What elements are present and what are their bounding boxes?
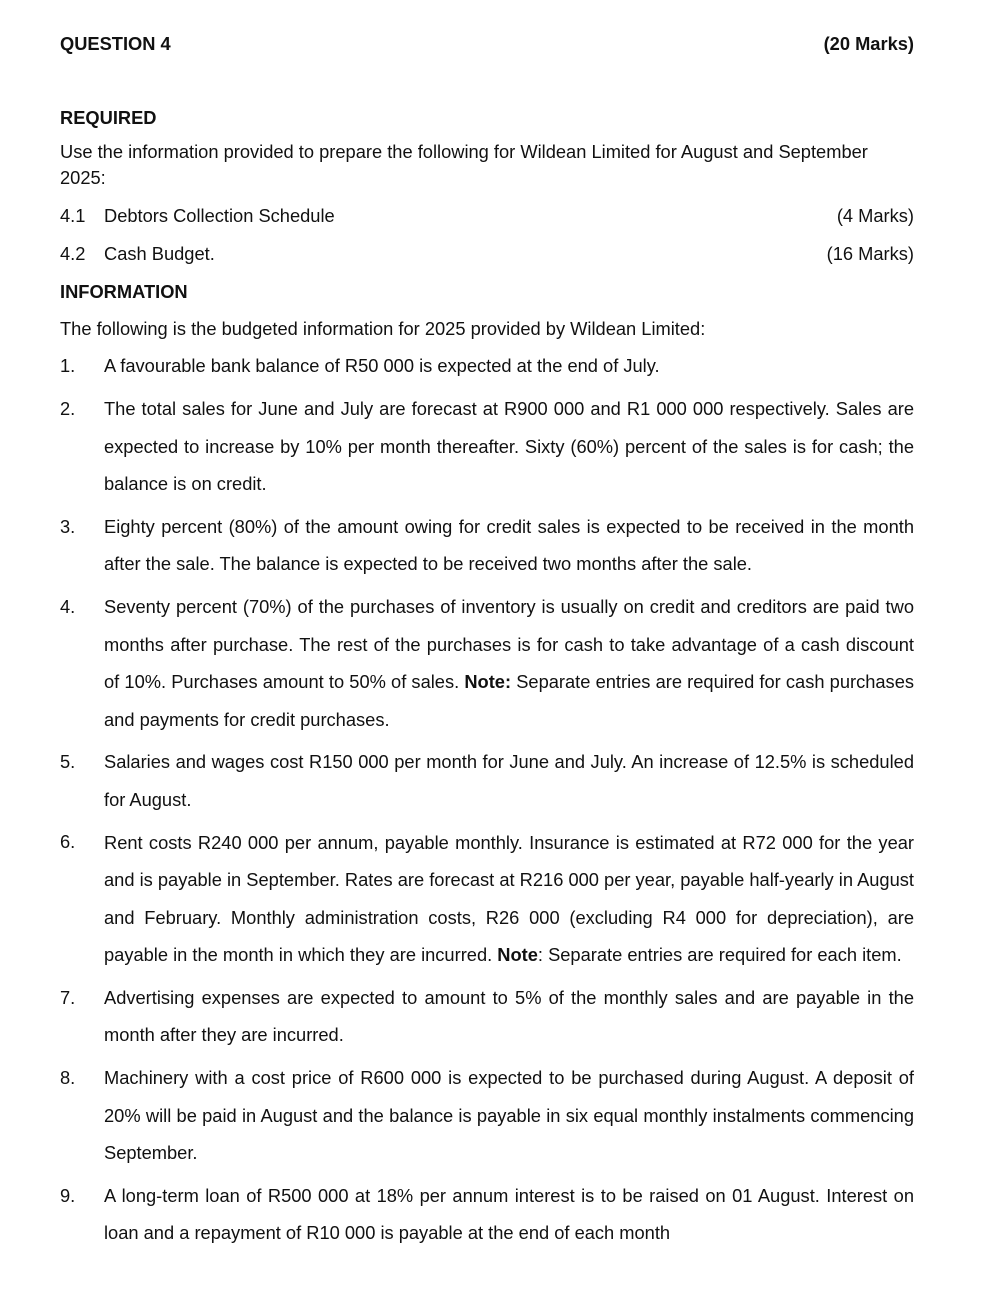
point-text: A long-term loan of R500 000 at 18% per annum interest is to be raised on 01 August. Interest on loan and a repayment of R10 000 is payable at the end of each month [104, 1184, 914, 1244]
note-label: Note: [464, 671, 512, 692]
question-marks: (20 Marks) [823, 33, 914, 54]
required-item [60, 203, 914, 229]
required-item-label: Debtors Collection Schedule [104, 205, 335, 226]
required-intro: Use the information provided to prepare the following for Wildean Limited for August and September 2025: [60, 141, 868, 188]
information-point [60, 1183, 914, 1252]
point-text-part: : Separate entries are required for each item. [537, 944, 902, 965]
point-text: Machinery with a cost price of R600 000 is expected to be purchased during August. A deposit of 20% will be paid in August and the balance is payable in six equal monthly instalments commencing September. [104, 1067, 914, 1163]
point-text-part: Seventy percent (70%) of the purchases of inventory is usually on credit and creditors are paid two months after purchase. The rest of the purchases is for cash to take advantage of a cash discount of 10%. Purchases amount to 50% of sales. [104, 596, 914, 692]
point-text [104, 588, 914, 738]
point-text [104, 824, 914, 974]
point-text: The total sales for June and July are forecast at R900 000 and R1 000 000 respectively. Sales are expected to increase by 10% per month thereafter. Sixty (60%) percent of the sales is for cash; the balance is on credit. [104, 398, 914, 494]
point-number: 3. [60, 515, 76, 537]
required-item [60, 241, 914, 267]
point-text: A favourable bank balance of R50 000 is expected at the end of July. [104, 355, 660, 377]
point-number: 8. [60, 1066, 76, 1088]
information-list [60, 353, 914, 1252]
required-item-label: Cash Budget. [104, 243, 215, 264]
question-title: QUESTION 4 [60, 33, 171, 54]
information-point [60, 353, 914, 385]
point-text: Salaries and wages cost R150 000 per month for June and July. An increase of 12.5% is scheduled for August. [104, 751, 914, 810]
required-heading: REQUIRED [60, 107, 157, 128]
point-number: 2. [60, 397, 76, 419]
information-intro: The following is the budgeted information for 2025 provided by Wildean Limited: [60, 318, 706, 339]
point-number: 7. [60, 986, 76, 1008]
point-number: 5. [60, 751, 76, 772]
information-point [60, 396, 914, 503]
information-point [60, 749, 914, 818]
point-text-part: Rent costs R240 000 per annum, payable monthly. Insurance is estimated at R72 000 for the year and is payable in September. Rates are forecast at R216 000 per year, payable half-yearly in August and February. Monthly administration costs, R26 000 (excluding R4 000 for depreciation), are payable in the month in which they are incurred. [104, 831, 914, 965]
point-number: 6. [60, 831, 76, 853]
point-text-part: Separate entries are required for cash purchases and payments for credit purchases. [104, 671, 914, 730]
information-point [60, 1065, 914, 1172]
point-number: 4. [60, 595, 76, 617]
information-point [60, 985, 914, 1054]
note-label: Note [497, 944, 538, 965]
required-item-marks: (4 Marks) [836, 205, 914, 226]
information-point [60, 829, 914, 973]
information-point [60, 594, 914, 738]
point-text: Advertising expenses are expected to amount to 5% of the monthly sales and are payable in the month after they are incurred. [104, 986, 914, 1046]
question-header [60, 32, 914, 56]
information-point [60, 514, 914, 583]
required-item-number: 4.2 [60, 243, 86, 264]
point-text: Eighty percent (80%) of the amount owing for credit sales is expected to be received in the month after the sale. The balance is expected to be received two months after the sale. [104, 515, 914, 575]
point-number: 9. [60, 1184, 76, 1206]
required-item-number: 4.1 [60, 205, 86, 226]
information-heading: INFORMATION [60, 281, 188, 302]
required-item-marks: (16 Marks) [826, 243, 914, 264]
point-number: 1. [60, 355, 76, 376]
